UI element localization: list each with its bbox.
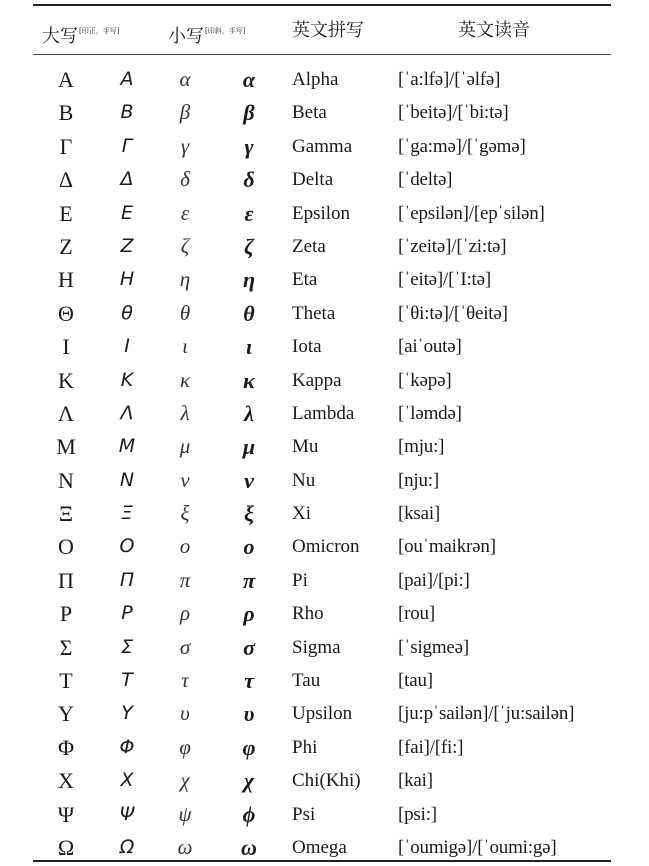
english-pronunciation: [ˈləmdə] (398, 402, 462, 424)
english-pronunciation: [ˈdeltə] (398, 169, 453, 191)
uppercase-handwritten-letter: Λ (120, 401, 134, 424)
lowercase-print-letter: ρ (179, 601, 191, 626)
table-row (0, 631, 649, 664)
lowercase-print-letter: ω (177, 834, 193, 859)
lowercase-handwritten-letter: υ (243, 701, 255, 727)
english-spelling: Phi (292, 736, 318, 758)
uppercase-print-letter: Ι (62, 334, 70, 360)
english-spelling: Mu (292, 436, 319, 458)
lowercase-handwritten-letter: μ (242, 434, 256, 460)
lowercase-handwritten-letter: π (242, 567, 255, 593)
table-row (0, 664, 649, 697)
uppercase-print-letter: Ε (59, 200, 73, 226)
lowercase-handwritten-letter: ε (244, 200, 254, 226)
uppercase-handwritten-letter: K (120, 368, 134, 391)
uppercase-print-letter: Ζ (59, 233, 73, 259)
table-row (0, 397, 649, 430)
english-pronunciation: [tau] (398, 670, 433, 692)
english-spelling: Gamma (292, 135, 353, 157)
lowercase-print-letter: χ (180, 768, 190, 793)
table-row (0, 798, 649, 831)
lowercase-print-letter: ψ (178, 801, 192, 826)
english-spelling: Epsilon (292, 202, 351, 224)
lowercase-handwritten-letter: ω (241, 834, 257, 860)
english-pronunciation: [mju:] (398, 436, 445, 458)
table-row (0, 597, 649, 630)
uppercase-handwritten-letter: B (120, 101, 134, 124)
table-row (0, 364, 649, 397)
lowercase-print-letter: μ (179, 434, 191, 459)
lowercase-print-letter: ζ (180, 233, 190, 258)
english-spelling: Iota (292, 336, 322, 358)
uppercase-print-letter: Ρ (59, 601, 73, 627)
lowercase-print-letter: ν (180, 467, 190, 492)
lowercase-header-note: [印斜，手写] (205, 27, 246, 35)
lowercase-handwritten-letter: σ (243, 634, 255, 660)
uppercase-print-letter: Φ (57, 734, 75, 760)
lowercase-handwritten-letter: τ (244, 668, 254, 694)
english-spelling: Omega (292, 836, 347, 858)
lowercase-print-letter: ο (179, 534, 191, 559)
uppercase-print-letter: Μ (56, 434, 76, 460)
uppercase-print-letter: Ξ (58, 501, 74, 527)
uppercase-print-letter: Ν (58, 467, 74, 493)
table-row (0, 263, 649, 296)
table-row (0, 96, 649, 129)
english-pronunciation: [psi:] (398, 803, 437, 825)
lowercase-handwritten-letter: ϕ (242, 801, 256, 827)
english-spelling: Rho (292, 603, 324, 625)
english-spelling: Beta (292, 102, 327, 124)
uppercase-print-letter: Κ (58, 367, 74, 393)
english-spelling: Lambda (292, 402, 355, 424)
uppercase-handwritten-letter: Z (120, 234, 134, 257)
uppercase-handwritten-letter: P (121, 602, 133, 625)
lowercase-handwritten-letter: χ (243, 768, 255, 794)
uppercase-print-letter: Σ (59, 634, 73, 660)
uppercase-handwritten-letter: E (120, 201, 133, 224)
uppercase-print-letter: Υ (58, 701, 74, 727)
english-spelling: Psi (292, 803, 316, 825)
uppercase-handwritten-letter: H (119, 268, 135, 291)
lowercase-print-letter: φ (179, 734, 191, 759)
lowercase-handwritten-letter: λ (244, 400, 254, 426)
lowercase-handwritten-letter: β (243, 100, 255, 126)
lowercase-handwritten-letter: φ (242, 734, 256, 760)
table-body (0, 63, 649, 864)
english-spelling: Nu (292, 469, 316, 491)
english-spelling: Xi (292, 503, 311, 525)
english-pronunciation: [ˈoumigə]/[ˈoumi:gə] (398, 836, 557, 858)
english-spelling: Alpha (292, 69, 339, 90)
lowercase-header-label: 小写 (168, 26, 204, 47)
lowercase-print-letter: η (179, 267, 191, 292)
lowercase-handwritten-letter: θ (243, 300, 255, 326)
uppercase-print-letter: Ο (58, 534, 74, 560)
lowercase-handwritten-letter: κ (243, 367, 255, 393)
table-row (0, 731, 649, 764)
english-pronunciation: [ˈsigmeə] (398, 636, 469, 658)
english-spelling: Upsilon (292, 703, 353, 725)
pronunciation-column-header: 英文读音 (458, 20, 530, 41)
uppercase-header-note: [印正，手写] (79, 27, 120, 35)
lowercase-handwritten-letter: δ (243, 167, 255, 193)
lowercase-handwritten-letter: ι (245, 334, 253, 360)
lowercase-handwritten-letter: γ (244, 133, 254, 159)
english-pronunciation: [ksai] (398, 503, 441, 525)
uppercase-handwritten-letter: O (119, 535, 135, 558)
english-pronunciation: [ˈga:mə]/[ˈgəmə] (398, 135, 526, 157)
lowercase-print-letter: β (179, 100, 191, 125)
uppercase-handwritten-letter: θ (121, 301, 133, 324)
uppercase-handwritten-letter: A (120, 68, 134, 90)
english-pronunciation: [kai] (398, 770, 433, 792)
lowercase-print-letter: α (179, 67, 191, 91)
table-row (0, 330, 649, 363)
lowercase-handwritten-letter: ο (243, 534, 255, 560)
english-pronunciation: [ˈθi:tə]/[ˈθeitə] (398, 302, 508, 324)
english-pronunciation: [fai]/[fi:] (398, 736, 464, 758)
uppercase-handwritten-letter: Y (121, 702, 133, 725)
uppercase-print-letter: Ψ (57, 801, 75, 827)
english-pronunciation: [ˈzeitə]/[ˈzi:tə] (398, 235, 507, 257)
english-spelling: Pi (292, 569, 308, 591)
uppercase-handwritten-letter: Π (119, 568, 135, 591)
english-pronunciation: [ˈkəpə] (398, 369, 452, 391)
lowercase-handwritten-letter: ζ (244, 233, 254, 259)
uppercase-print-letter: Λ (58, 400, 74, 426)
uppercase-print-letter: Π (58, 567, 74, 593)
uppercase-column-header (42, 20, 119, 48)
uppercase-print-letter: Β (58, 100, 74, 126)
lowercase-print-letter: λ (180, 400, 190, 425)
uppercase-handwritten-letter: Ξ (120, 502, 133, 525)
table-row (0, 430, 649, 463)
lowercase-print-letter: κ (179, 367, 191, 392)
table-row (0, 163, 649, 196)
uppercase-print-letter: Γ (59, 133, 73, 159)
uppercase-handwritten-letter: N (119, 468, 135, 491)
lowercase-print-letter: γ (180, 133, 190, 158)
lowercase-print-letter: ε (180, 200, 190, 225)
english-pronunciation: [ˈa:lfə]/[ˈəlfə] (398, 69, 501, 90)
english-pronunciation: [nju:] (398, 469, 440, 491)
spelling-column-header: 英文拼写 (292, 20, 364, 41)
table-header (0, 10, 649, 54)
table-bottom-rule (33, 860, 611, 862)
table-row (0, 230, 649, 263)
english-pronunciation: [ˈbeitə]/[ˈbi:tə] (398, 102, 509, 124)
table-row (0, 197, 649, 230)
english-spelling: Delta (292, 169, 334, 191)
english-pronunciation: [ju:pˈsailən]/[ˈju:sailən] (398, 703, 575, 725)
english-pronunciation: [aiˈoutə] (398, 336, 462, 358)
lowercase-print-letter: ι (182, 334, 188, 359)
table-row (0, 464, 649, 497)
english-spelling: Omicron (292, 536, 360, 558)
lowercase-handwritten-letter: ν (244, 467, 254, 493)
uppercase-handwritten-letter: T (121, 669, 133, 692)
english-spelling: Chi(Khi) (292, 770, 361, 792)
english-spelling: Theta (292, 302, 336, 324)
table-row (0, 497, 649, 530)
uppercase-print-letter: Α (58, 67, 74, 92)
table-row (0, 564, 649, 597)
uppercase-print-letter: Δ (58, 167, 74, 193)
uppercase-print-letter: Τ (59, 668, 73, 694)
lowercase-handwritten-letter: ξ (244, 501, 254, 527)
table-row (0, 764, 649, 797)
uppercase-print-letter: Ω (57, 834, 75, 860)
uppercase-handwritten-letter: Ψ (119, 802, 135, 825)
english-pronunciation: [rou] (398, 603, 435, 625)
lowercase-handwritten-letter: α (242, 67, 256, 92)
table-row (0, 63, 649, 96)
uppercase-header-label: 大写 (42, 26, 78, 47)
uppercase-handwritten-letter: Φ (119, 735, 135, 758)
uppercase-handwritten-letter: Σ (120, 635, 133, 658)
lowercase-print-letter: π (179, 567, 191, 592)
lowercase-print-letter: τ (181, 668, 189, 693)
uppercase-print-letter: Θ (58, 300, 74, 326)
english-pronunciation: [ouˈmaikrən] (398, 536, 496, 558)
uppercase-handwritten-letter: M (118, 435, 136, 458)
uppercase-handwritten-letter: Ω (119, 835, 135, 858)
uppercase-print-letter: Χ (58, 768, 74, 794)
lowercase-handwritten-letter: η (242, 267, 256, 293)
uppercase-handwritten-letter: I (124, 335, 130, 358)
english-spelling: Zeta (292, 235, 326, 257)
lowercase-print-letter: δ (180, 167, 190, 192)
uppercase-handwritten-letter: Δ (120, 168, 134, 191)
english-spelling: Kappa (292, 369, 342, 391)
english-spelling: Tau (292, 670, 321, 692)
lowercase-handwritten-letter: ρ (243, 601, 255, 627)
table-row (0, 530, 649, 563)
header-separator-rule (33, 54, 611, 55)
lowercase-print-letter: ξ (180, 501, 190, 526)
english-spelling: Sigma (292, 636, 341, 658)
english-pronunciation: [ˈepsilən]/[epˈsilən] (398, 202, 545, 224)
lowercase-column-header (168, 20, 245, 48)
uppercase-print-letter: Η (58, 267, 74, 293)
lowercase-print-letter: θ (179, 300, 191, 325)
uppercase-handwritten-letter: X (120, 769, 134, 792)
lowercase-print-letter: σ (179, 634, 191, 659)
table-row (0, 697, 649, 730)
uppercase-handwritten-letter: Γ (121, 134, 133, 157)
table-top-rule (33, 4, 611, 6)
lowercase-print-letter: υ (180, 701, 190, 726)
english-pronunciation: [ˈeitə]/[ˈI:tə] (398, 269, 491, 291)
english-spelling: Eta (292, 269, 318, 291)
table-row (0, 297, 649, 330)
table-row (0, 130, 649, 163)
english-pronunciation: [pai]/[pi:] (398, 569, 470, 591)
